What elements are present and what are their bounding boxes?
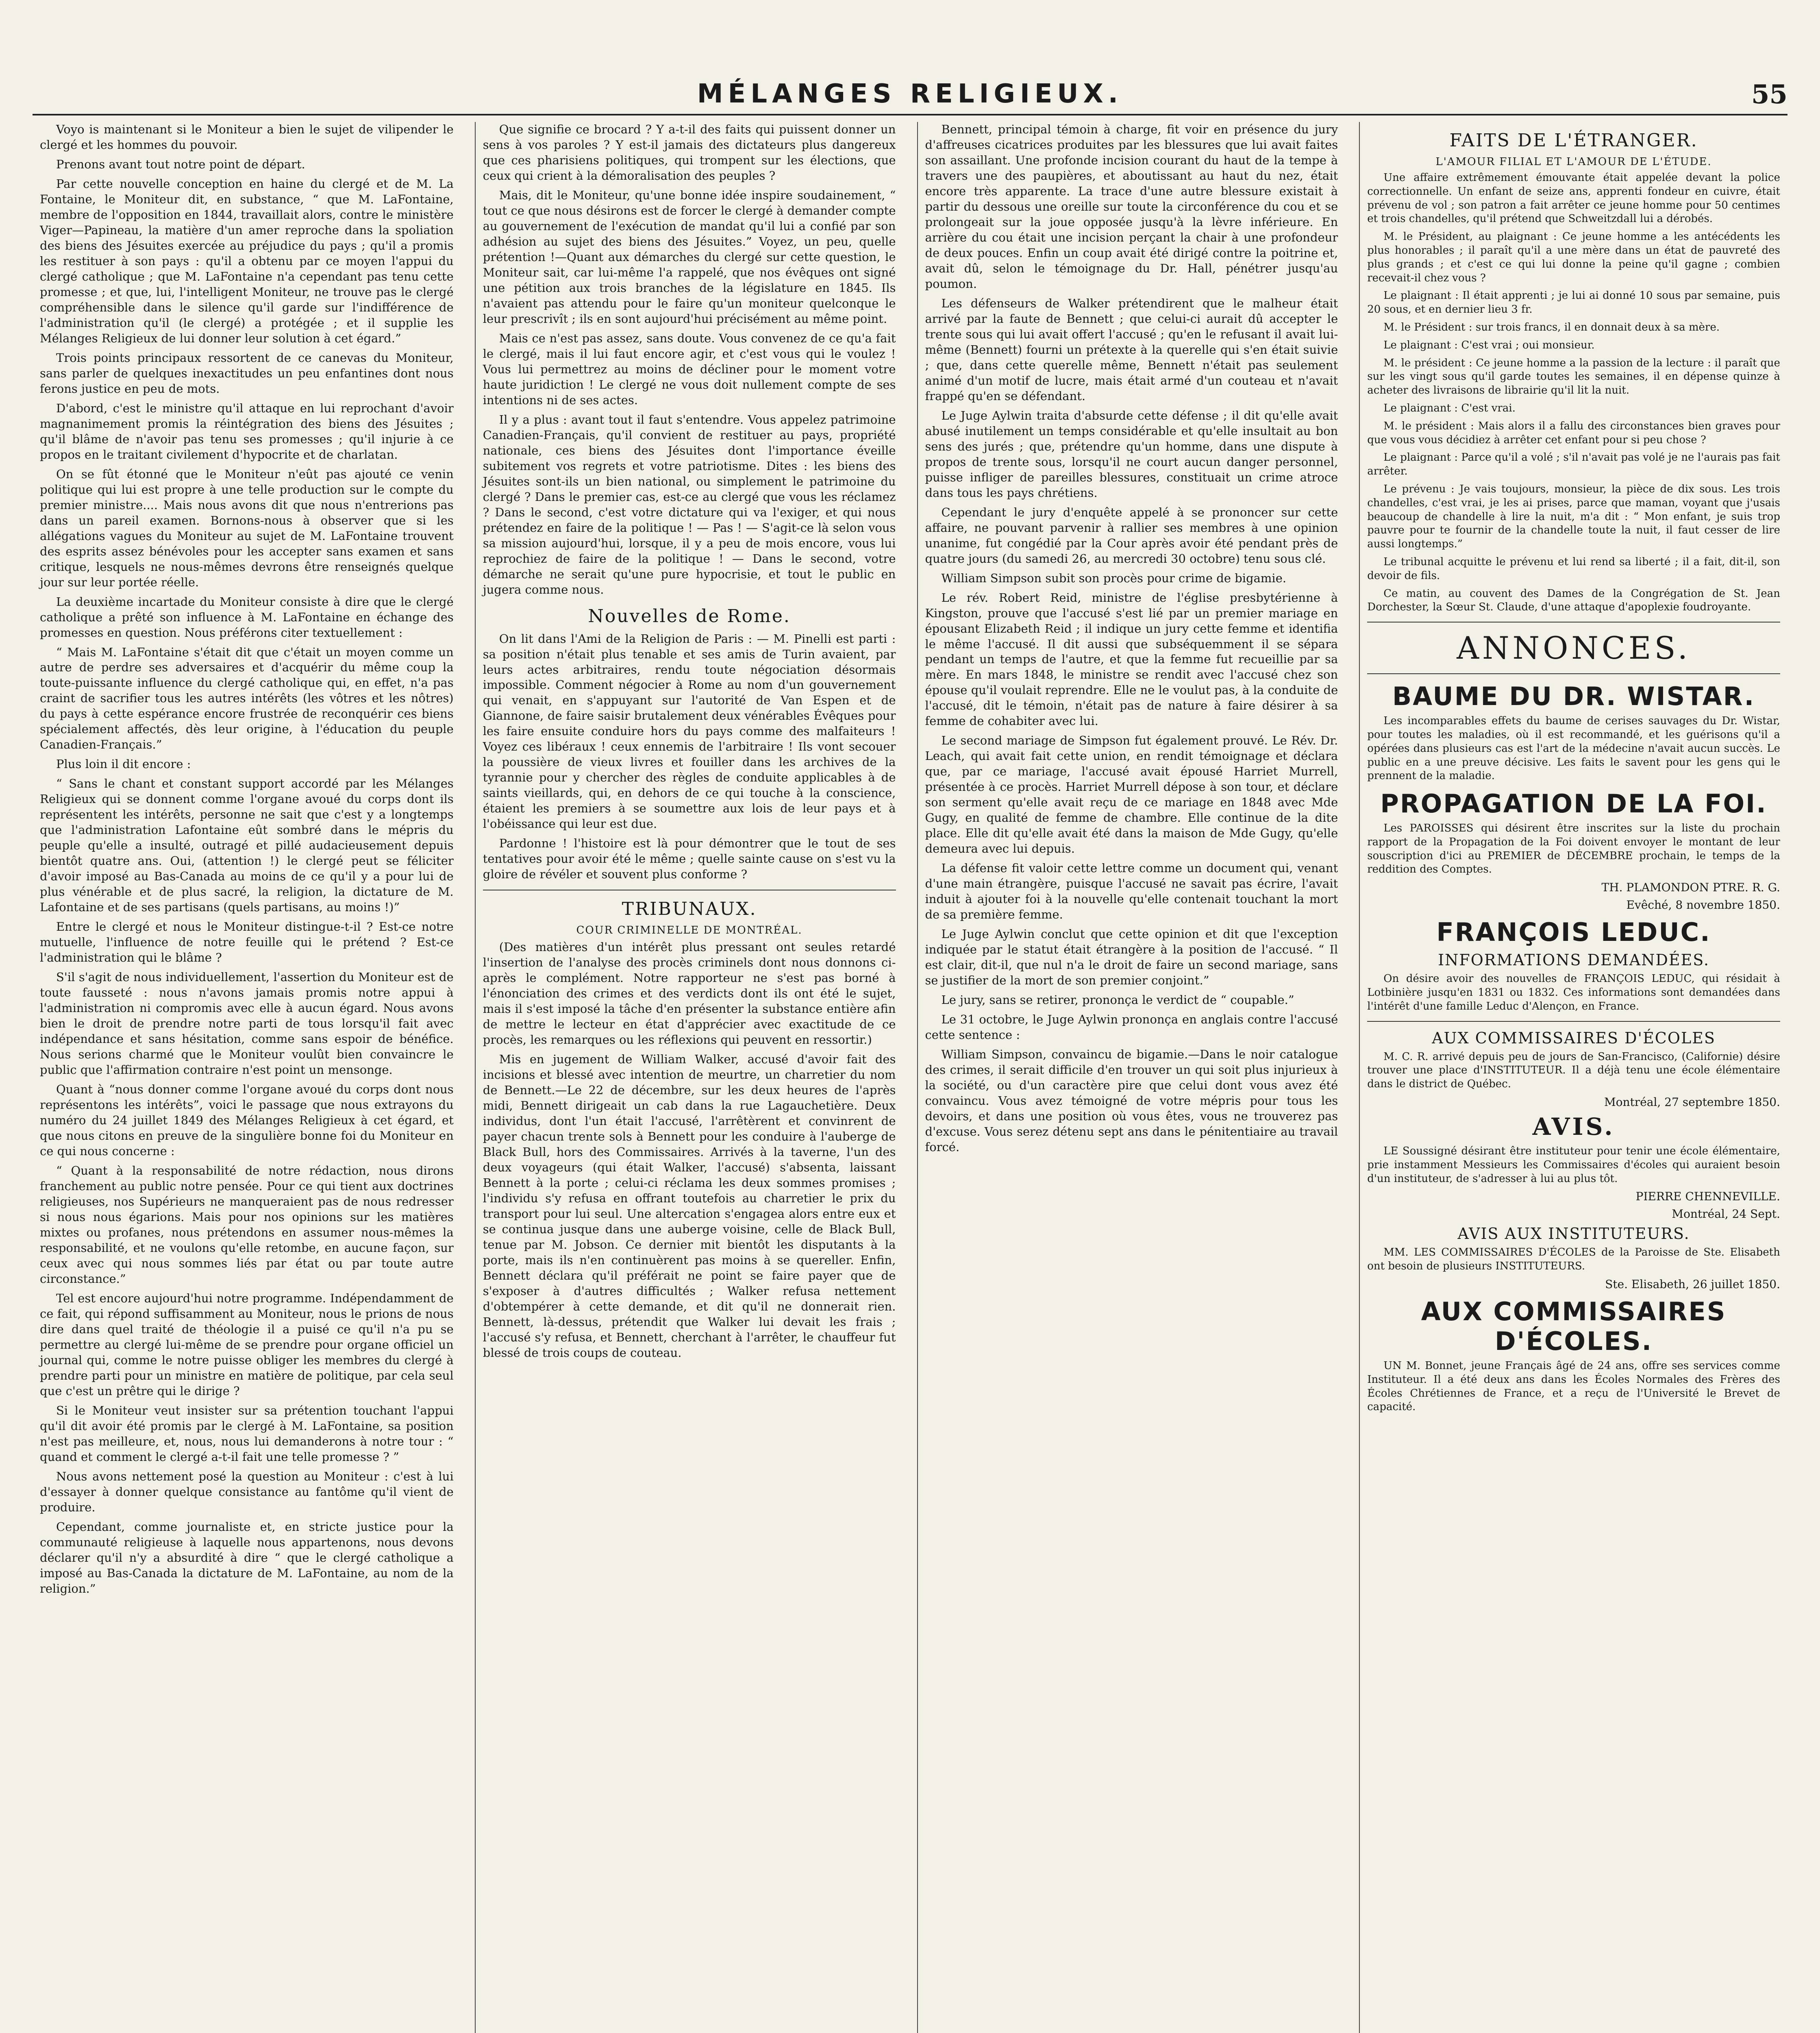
paragraph: Il y a plus : avant tout il faut s'entendre. Vous appelez patrimoine Canadien-Français, qu'il convient de restituer au pays, propriété nationale, ces biens des Jésuites dont l'importance éveille subitement vos regrets et votre patriotisme. Dites : les biens des Jésuites sont-ils un bien national, ou simplement le patrimoine du clergé ? Dans le premier cas, est-ce au clergé que vous les réclamez ? Dans le second, c'est votre dictature qui va l'exiger, et qui nous prétendez en faire de la politique ! — Pas ! — S'agit-ce là selon vous sa mission aujourd'hui, lorsque, il y a peu de mois encore, vous lui reprochiez de faire de la politique ! — Dans le second, votre démarche ne serait qu'une pure hypocrisie, et tout le public en jugera comme nous. — [483, 412, 896, 596]
paragraph: S'il s'agit de nous individuellement, l'assertion du Moniteur est de toute fausseté : nous n'avons jamais promis notre appui à l'administration ni compromis avec elle à aucun égard. Nous avons bien le droit de prendre notre parti de tous lorsqu'il fait avec indépendance et sans hésitation, comme sans espoir de bénéfice. Nous serions charmé que le Moniteur voulût bien convaincre le public que l'affirmation contraire n'est point un mensonge. — [40, 970, 454, 1077]
newspaper-title: MÉLANGES RELIGIEUX. — [697, 79, 1123, 109]
section-heading-tribunaux: TRIBUNAUX. — [622, 899, 757, 920]
ad-heading-instituteurs: AVIS AUX INSTITUTEURS. — [1457, 1225, 1690, 1243]
paragraph: William Simpson, convaincu de bigamie.—Dans le noir catalogue des crimes, il serait difficile d'en trouver un qui soit plus injurieux à la société, ou d'un caractère pire que celui dont vous avez été convaincu. Vous avez témoigné de votre mépris pour tous les devoirs, et dans une position où vous êtes, vous ne trouverez pas d'excuse. Vous serez détenu sept ans dans le pénitentiaire au travail forcé. — [925, 1047, 1338, 1154]
paragraph: Le plaignant : C'est vrai ; oui monsieur. — [1383, 339, 1595, 351]
column-3 — [917, 122, 1346, 2033]
ad-text: LE Soussigné désirant être instituteur pour tenir une école élémentaire, prie instamment Messieurs les Commissaires d'écoles qui auraient besoin d'un instituteur, de s'adresser à lui au plus tôt. — [1367, 1145, 1780, 1185]
ad-date: Ste. Elisabeth, 26 juillet 1850. — [1605, 1278, 1780, 1291]
ad-heading-ecoles: AUX COMMISSAIRES D'ÉCOLES. — [1421, 1297, 1726, 1356]
ad-heading-commissaires: AUX COMMISSAIRES D'ÉCOLES — [1432, 1029, 1716, 1047]
section-subheading: L'AMOUR FILIAL ET L'AMOUR DE L'ÉTUDE. — [1435, 156, 1712, 168]
paragraph: Le plaignant : C'est vrai. — [1383, 402, 1516, 414]
paragraph: On se fût étonné que le Moniteur n'eût pas ajouté ce venin politique qui lui est propre à une telle production sur le compte du premier ministre.... Mais nous avons dit que nous n'entrerions pas dans un pareil examen. Bornons-nous à observer que si les allégations vagues du Moniteur au sujet de M. LaFontaine trouvent des esprits assez bénévoles pour les accepter sans examen et sans critique, lesquels ne nous-mêmes devrons être renseignés quelque jour sur leur portée réelle. — [40, 467, 454, 589]
section-subheading: COUR CRIMINELLE DE MONTRÉAL. — [576, 924, 802, 937]
ad-date: Montréal, 24 Sept. — [1672, 1207, 1780, 1221]
paragraph: M. le Président : sur trois francs, il en donnait deux à sa mère. — [1383, 321, 1720, 333]
paragraph: Une affaire extrêmement émouvante était appelée devant la police correctionnelle. Un enfant de seize ans, apprenti fondeur en cuivre, était prévenu de vol ; son patron a fait arrêter ce jeune homme pour 50 centimes et trois chandelles, qu'il prétend que Schweitzdall lui a dérobés. — [1367, 172, 1780, 225]
paragraph: William Simpson subit son procès pour crime de bigamie. — [941, 571, 1287, 585]
paragraph: La défense fit valoir cette lettre comme un document qui, venant d'une main étrangère, puisque l'accusé ne savait pas écrire, l'avait induit à ajouter foi à la nouvelle qu'elle contenait touchant la mort de sa première femme. — [925, 861, 1338, 922]
paragraph: M. le président : Mais alors il a fallu des circonstances bien graves pour que vous vous décidiez à arrêter cet enfant pour si peu chose ? — [1367, 420, 1780, 446]
paragraph: D'abord, c'est le ministre qu'il attaque en lui reprochant d'avoir magnanimement promis la réintégration des biens des Jésuites ; qu'il blâme de n'avoir pas tenu ses promesses ; qu'il injurie à ce propos en le traitant civilement d'hypocrite et de charlatan. — [40, 401, 454, 461]
section-heading-rome: Nouvelles de Rome. — [588, 605, 791, 627]
ad-date: Evêché, 8 novembre 1850. — [1626, 898, 1780, 912]
paragraph: (Des matières d'un intérêt plus pressant ont seules retardé l'insertion de l'analyse des procès criminels dont nous donnons ci-après le complément. Notre rapporteur ne s'est pas borné à l'énonciation des crimes et des verdicts dont ils ont été le sujet, mais il s'est imposé la tâche d'en présenter la substance entière afin de mettre le lecteur en état d'apprécier avec exactitude de ce procès, les remarques ou les réflexions qui peuvent en ressortir.) — [483, 940, 896, 1047]
ad-date: Montréal, 27 septembre 1850. — [1604, 1095, 1780, 1109]
divider — [1367, 622, 1780, 623]
paragraph: Tel est encore aujourd'hui notre programme. Indépendamment de ce fait, qui répond suffisamment au Moniteur, nous le prions de nous dire dans quel traité de théologie il a puisé ce qu'il n'a pu se permettre au clergé lui-même de se prendre pour organe officiel un journal qui, comme le notre puisse obliger les membres du clergé à prendre parti pour un ministre en matière de politique, par cela seul que c'est un prêtre qui le dirige ? — [40, 1291, 454, 1398]
paragraph: Mais ce n'est pas assez, sans doute. Vous convenez de ce qu'a fait le clergé, mais il lui faut encore agir, et c'est vous qui le voulez ! Vous lui permettrez au moins de décliner pour le moment votre haute juridiction ! Le clergé ne vous doit nullement compte de ses intentions ni de ses actes. — [483, 331, 896, 407]
paragraph: Voyo is maintenant si le Moniteur a bien le sujet de vilipender le clergé et les hommes du pouvoir. — [40, 122, 454, 152]
paragraph: Le jury, sans se retirer, prononça le verdict de “ coupable.” — [941, 993, 1294, 1007]
paragraph: Cependant le jury d'enquête appelé à se prononcer sur cette affaire, ne pouvant parvenir à rallier ses membres à une opinion unanime, fut congédié par la Cour après avoir été pendant près de quatre jours (du samedi 26, au mercredi 30 octobre) tenu sous clé. — [925, 505, 1338, 566]
paragraph: Prenons avant tout notre point de départ. — [56, 157, 305, 171]
paragraph: Trois points principaux ressortent de ce canevas du Moniteur, sans parler de quelques inexactitudes un peu enfantines dont nous ferons justice en peu de mots. — [40, 350, 454, 396]
divider — [1367, 673, 1780, 674]
masthead — [33, 69, 1787, 115]
paragraph: “ Quant à la responsabilité de notre rédaction, nous dirons franchement au public notre pensée. Pour ce qui tient aux doctrines religieuses, nos Supérieurs ne manqueraient pas de nous redresser si nous nous égarions. Mais pour nos opinions sur les matières mixtes ou profanes, nous prétendons en assumer nous-mêmes la responsabilité, et ne voulons qu'elle retombe, en aucune façon, sur ceux avec qui nous sommes liés par état ou par toute autre circonstance.” — [40, 1164, 454, 1286]
paragraph: Le plaignant : Il était apprenti ; je lui ai donné 10 sous par semaine, puis 20 sous, et en dernier lieu 3 fr. — [1367, 289, 1780, 316]
column-1 — [33, 122, 461, 2033]
paragraph: Le rév. Robert Reid, ministre de l'église presbytérienne à Kingston, prouve que l'accusé s'est lié par un premier mariage en épousant Elizabeth Reid ; il indique un jury cette femme et identifia le même l'accusé. Il dit aussi que subséquemment il se sépara pendant un temps de l'autre, et que la femme fut recueillie par sa mère. En mars 1848, le ministre se rendit avec l'accusé chez son épouse qu'il voulait reprendre. Elle ne le voulut pas, à la conduite de l'accusé, dit le témoin, n'était pas de nature à faire désirer à sa femme de cohabiter avec lui. — [925, 590, 1338, 728]
annonces-heading: ANNONCES. — [1457, 630, 1691, 666]
columns — [33, 122, 1787, 2033]
paragraph: Cependant, comme journaliste et, en stricte justice pour la communauté religieuse à laquelle nous appartenons, nous devons déclarer qu'il n'y a absurdité à dire “ que le clergé catholique a imposé au Bas-Canada la dictature de M. LaFontaine, au nom de la religion.” — [40, 1519, 454, 1595]
paragraph: Le 31 octobre, le Juge Aylwin prononça en anglais contre l'accusé cette sentence : — [925, 1012, 1338, 1042]
ad-text: Les incomparables effets du baume de cerises sauvages du Dr. Wistar, pour toutes les maladies, où il est recommandé, et les guérisons qu'il a opérées dans plusieurs cas est l'art de la médecine n'avait aucun succès. Le public en a une preuve décisive. Les faits le savent pour les gens qui le prennent de la maladie. — [1367, 715, 1780, 782]
paragraph: Si le Moniteur veut insister sur sa prétention touchant l'appui qu'il dit avoir été promis par le clergé à M. LaFontaine, sa position n'est pas meilleure, et, nous, nous lui demanderons à notre tour : “ quand et comment le clergé a-t-il fait une telle promesse ? ” — [40, 1403, 454, 1464]
paragraph: Les défenseurs de Walker prétendirent que le malheur était arrivé par la faute de Bennett ; que celui-ci aurait dû accepter le trente sous qui lui avait offert l'accusé ; qu'en le refusant il avait lui-même (Bennett) fourni un prétexte à la querelle qui s'en était suivie ; que, dans cette querelle même, Bennett n'était pas seulement animé d'un motif de lucre, mais était armé d'un couteau et n'avait frappé qu'en se défendant. — [925, 296, 1338, 403]
paragraph: Le prévenu : Je vais toujours, monsieur, la pièce de dix sous. Les trois chandelles, c'est vrai, je les ai prises, parce que maman, voyant que j'usais beaucoup de chandelle à lire la nuit, m'a dit : “ Mon enfant, je suis trop pauvre pour te fournir de la chandelle toute la nuit, il faut cesser de lire aussi longtemps.” — [1367, 483, 1780, 551]
divider — [1367, 1021, 1780, 1022]
paragraph: Le tribunal acquitte le prévenu et lui rend sa liberté ; il a fait, dit-il, son devoir de fils. — [1367, 555, 1780, 582]
paragraph: Le second mariage de Simpson fut également prouvé. Le Rév. Dr. Leach, qui avait fait cette union, en rendit témoignage et déclara que, par ce mariage, l'accusé avait épousé Harriet Murrell, présentée à ce procès. Harriet Murrell dépose à son tour, et déclare son serment qu'elle avait reçu de ce mariage en 1848 avec Mde Gugy, en qualité de femme de chambre. Elle continue de la dite place. Elle dit qu'elle avait été dans la maison de Mde Gugy, qu'elle demeura avec lui depuis. — [925, 734, 1338, 856]
ad-text: M. C. R. arrivé depuis peu de jours de San-Francisco, (Californie) désire trouver une place d'INSTITUTEUR. Il a déjà tenu une école élémentaire dans le district de Québec. — [1367, 1050, 1780, 1091]
ad-signature: PIERRE CHENNEVILLE. — [1635, 1190, 1780, 1204]
paragraph: “ Mais M. LaFontaine s'était dit que c'était un moyen comme un autre de perdre ses adversaires et d'acquérir du même coup la toute-puissante influence du clergé catholique qui, en effet, n'a pas craint de sacrifier tous les autres intérêts (les vôtres et les nôtres) du pays à cette espérance encore frustrée de reconquérir ces biens spécialement affectés, dès leur origine, à l'éducation du peuple Canadien-Français.” — [40, 645, 454, 752]
paragraph: Par cette nouvelle conception en haine du clergé et de M. La Fontaine, le Moniteur dit, en substance, “ que M. LaFontaine, membre de l'opposition en 1844, travaillait alors, contre le ministère Viger—Papineau, la matière d'un amer reproche dans la spoliation des biens des Jésuites exercée au préjudice du pays ; qu'il a promis les restituer à son pays : qu'il a obtenu par ce moyen l'appui du clergé catholique ; que M. LaFontaine n'a cependant pas tenu cette promesse ; et que, lui, l'intelligent Moniteur, ne trouve pas le clergé compréhensible dans le silence qu'il garde sur l'indifférence de l'administration qu'il (le clergé) a protégée ; et il supplie les Mélanges Religieux de lui donner leur solution à cet égard.” — [40, 176, 454, 345]
paragraph: On lit dans l'Ami de la Religion de Paris : — M. Pinelli est parti : sa position n'était plus tenable et ses amis de Turin avaient, par leurs actes arbitraires, rendu toute négociation désormais impossible. Comment négocier à Rome au nom d'un gouvernement qui venait, en s'appuyant sur l'autorité de Van Espen et de Giannone, de faire saisir brutalement deux vénérables Évêques pour les faire ensuite conduire hors du pays comme des malfaiteurs ! Voyez ces libéraux ! ceux ennemis de l'arbitraire ! Ils vont secouer la poussière de vieux livres et fouiller dans les archives de la tyrannie pour y chercher des règles de conduite applicables à de saints vieillards, qui, en dehors de ce qui touche à la conscience, étaient les premiers à se soumettre aux lois de leur pays et à l'obéissance qui leur est due. — [483, 631, 896, 831]
ad-text: MM. LES COMMISSAIRES D'ÉCOLES de la Paroisse de Ste. Elisabeth ont besoin de plusieurs INSTITUTEURS. — [1367, 1246, 1780, 1273]
paragraph: Ce matin, au couvent des Dames de la Congrégation de St. Jean Dorchester, la Sœur St. Claude, d'une attaque d'apoplexie foudroyante. — [1367, 587, 1780, 614]
column-2 — [475, 122, 903, 2033]
ad-text: On désire avoir des nouvelles de FRANÇOIS LEDUC, qui résidait à Lotbinière jusqu'en 1831 ou 1832. Ces informations sont demandées dans l'intérêt d'une famille Leduc d'Alençon, en France. — [1367, 973, 1780, 1012]
ad-text: Les PAROISSES qui désirent être inscrites sur la liste du prochain rapport de la Propagation de la Foi doivent envoyer le montant de leur souscription d'ici au PREMIER de DÉCEMBRE prochain, le temps de la reddition des Comptes. — [1367, 822, 1780, 876]
paragraph: Mis en jugement de William Walker, accusé d'avoir fait des incisions et blessé avec intention de meurtre, un charretier du nom de Bennett.—Le 22 de décembre, sur les deux heures de l'après midi, Bennett dirigeait un cab dans la rue Lagauchetière. Deux individus, dont l'un était l'accusé, l'arrêtèrent et convinrent de payer chacun trente sols à Bennett pour les conduire à l'auberge de Black Bull, hors des Commissaires. Arrivés à la taverne, l'un des deux voyageurs (qui était Walker, l'accusé) s'absenta, laissant Bennett à la porte ; celui-ci réclama les deux sommes promises ; l'individu s'y refusa en offrant toutefois au charretier le prix du transport pour lui seul. Une altercation s'engagea alors entre eux et se continua jusque dans une auberge voisine, celle de Black Bull, tenue par M. Jobson. Ce dernier mit bientôt les disputants à la porte, mais ils n'en continuèrent pas moins à se quereller. Enfin, Bennett déclara qu'il préférait ne point se faire payer que de s'exposer à d'autres difficultés ; Walker refusa nettement d'obtempérer à cette demande, et dit qu'il ne donnerait rien. Bennett, là-dessus, prétendit que Walker lui devait les frais ; l'accusé s'y refusa, et Bennett, cherchant à l'arrêter, le chauffeur fut blessé de trois coups de couteau. — [483, 1052, 896, 1360]
column-4 — [1359, 122, 1787, 2033]
paragraph: Le Juge Aylwin conclut que cette opinion et dit que l'exception indiquée par le statut était étrangère à la position de l'accusé. “ Il est clair, dit-il, que nul n'a le droit de faire un second mariage, sans se justifier de la mort de son premier conjoint.” — [925, 927, 1338, 988]
ad-subheading: INFORMATIONS DEMANDÉES. — [1438, 951, 1710, 969]
paragraph: “ Sans le chant et constant support accordé par les Mélanges Religieux qui se donnent comme l'organe avoué du corps dont ils représentent les intérêts, personne ne sait que c'est y a longtemps que l'administration Lafontaine eût sombré dans le mépris du peuple qu'elle a insulté, outragé et pillé audacieusement depuis bientôt quatre ans. Oui, (attention !) le clergé peut se féliciter d'avoir imposé au Bas-Canada au moins de ce qu'il y a pour lui de plus vénérable et de plus sacré, la religion, la dictature de M. Lafontaine et de ses partisans (quels partisans, au moins !)” — [40, 777, 454, 914]
ad-signature: TH. PLAMONDON PTRE. R. G. — [1601, 881, 1780, 895]
paragraph: Mais, dit le Moniteur, qu'une bonne idée inspire soudainement, “ tout ce que nous désirons est de forcer le clergé à demander compte au gouvernement de l'exécution de mandat qu'il lui a confié par son adhésion au sujet des biens des Jésuites.” Voyez, un peu, quelle prétention !—Quant aux démarches du clergé sur cette question, le Moniteur sait, car lui-même l'a rappelé, que nos évêques ont signé une pétition aux trois branches de la législature en 1845. Ils n'avaient pas attendu pour le faire qu'un moniteur quelconque le leur prescrivît ; ils en sont aujourd'hui précisément au même point. — [483, 188, 896, 326]
ad-heading-leduc: FRANÇOIS LEDUC. — [1436, 917, 1711, 947]
paragraph: Le Juge Aylwin traita d'absurde cette défense ; il dit qu'elle avait abusé inutilement un temps considérable et qu'elle insultait au bon sens des jurés ; que, prétendre qu'un homme, dans une dispute à propos de trente sous, lorsqu'il ne court aucun danger personnel, puisse infliger de pareilles blessures, constituait un crime atroce dans tous les pays chrétiens. — [925, 408, 1338, 500]
ad-heading-baume: BAUME DU DR. WISTAR. — [1392, 681, 1755, 712]
page-number: 55 — [1751, 79, 1787, 110]
paragraph: Plus loin il dit encore : — [56, 757, 191, 771]
paragraph: Quant à “nous donner comme l'organe avoué du corps dont nous représentons les intérêts”, voici le passage que nous extrayons du numéro du 24 juillet 1849 des Mélanges Religieux à cet égard, et que nous citons en preuve de la singulière bonne foi du Moniteur en ce qui nous concerne : — [40, 1082, 454, 1158]
paragraph: Que signifie ce brocard ? Y a-t-il des faits qui puissent donner un sens à vos paroles ? Y est-il jamais des dictateurs plus dangereux que ces pharisiens politiques, qui trompent sur les élections, que ceux qui crient à la démoralisation des peuples ? — [483, 122, 896, 183]
paragraph: Pardonne ! l'histoire est là pour démontrer que le tout de ses tentatives pour avoir été le même ; quelle sainte cause on s'est vu la gloire de révéler et souvent plus conforme ? — [483, 836, 896, 882]
paragraph: Le plaignant : Parce qu'il a volé ; s'il n'avait pas volé je ne l'aurais pas fait arrêter. — [1367, 451, 1780, 478]
paragraph: Bennett, principal témoin à charge, fit voir en présence du jury d'affreuses cicatrices produites par les blessures que lui avait faites son assaillant. Une profonde incision courant du haut de la tempe à travers une des paupières, et aboutissant au haut du nez, était encore très apparente. La trace d'une autre blessure existait à partir du dessous une oreille sur toute la circonférence du cou et se prolongeait sur la joue opposée jusqu'à la lèvre inférieure. En arrière du cou était une incision perçant la chair à une profondeur de deux pouces. Enfin un coup avait été dirigé contre la poitrine et, avait dû, selon le témoignage du Dr. Hall, pénétrer jusqu'au poumon. — [925, 122, 1338, 291]
ad-heading-avis: AVIS. — [1532, 1113, 1615, 1141]
paragraph: M. le Président, au plaignant : Ce jeune homme a les antécédents les plus honorables ; il paraît qu'il a une mère dans un état de pauvreté des plus grands ; et c'est ce qui lui donne la peine qu'il gagne ; combien recevait-il chez vous ? — [1367, 231, 1780, 284]
paragraph: Entre le clergé et nous le Moniteur distingue-t-il ? Est-ce notre mutuelle, l'influence de notre feuille qui le prétend ? Est-ce l'administration qui le blâme ? — [40, 920, 454, 965]
section-heading-etranger: FAITS DE L'ÉTRANGER. — [1449, 130, 1698, 151]
paragraph: La deuxième incartade du Moniteur consiste à dire que le clergé catholique a prêté son influence à M. LaFontaine en échange des promesses en question. Nous préférons citer textuellement : — [40, 594, 454, 640]
paragraph: M. le président : Ce jeune homme a la passion de la lecture : il paraît que sur les vingt sous qu'il garde toutes les semaines, il en dépense quinze à acheter des livraisons de librairie qu'il lit la nuit. — [1367, 357, 1780, 397]
ad-heading-propagation: PROPAGATION DE LA FOI. — [1380, 789, 1767, 819]
paragraph: Nous avons nettement posé la question au Moniteur : c'est à lui d'essayer à donner quelque consistance au fantôme qu'il vient de produire. — [40, 1469, 454, 1514]
ad-text: UN M. Bonnet, jeune Français âgé de 24 ans, offre ses services comme Instituteur. Il a été deux ans dans les Écoles Normales des Frères des Écoles Chrétiennes de France, et a reçu de l'Université le Brevet de capacité. — [1367, 1360, 1780, 1413]
